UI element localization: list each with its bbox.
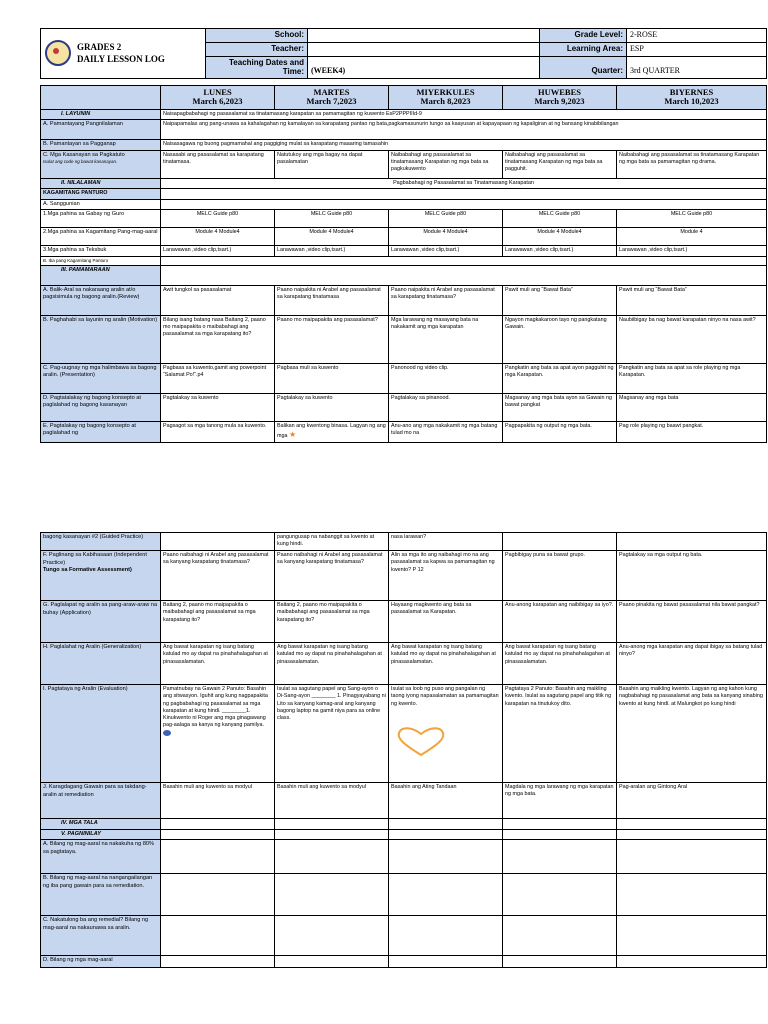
paglalapat-mon: Baitang 2, paano mo maipapakita o maibabahagi ang pasasalamat sa mga karapatang ito? bbox=[161, 601, 275, 643]
row-label-kagamitang-mag-aaral: 2.Mga pahina sa Kagamitang Pang-mag-aaral bbox=[41, 228, 161, 246]
iba-blank bbox=[161, 256, 767, 265]
day-header-fri: BIYERNES March 10,2023 bbox=[617, 85, 767, 109]
teksbuk-thu: Larawawan ,video clip,tsart.) bbox=[503, 246, 617, 257]
row-label-nakatulong: C. Nakatulong ba ang remedial? Bilang ng mag-aaral na nakaunawa sa aralin. bbox=[41, 916, 161, 956]
pagtataya-tue: Isulat sa sagutang papel ang Sang-ayon o Di-Sang-ayon ________ 1. Pinagyayabang ni Lito sa kanyang kamag-aral ang kanyang bagong laptop na gamit niya para sa online class. bbox=[275, 685, 389, 783]
pamantayan-sa-pagganap-text: Naisasagawa ng buong pagmamahal ang paggiging mulat sa karapatang maaaring tamasahin bbox=[161, 140, 767, 151]
pagtalakay2-thu: Pagpapakita ng output ng mga bata. bbox=[503, 421, 617, 442]
row-label-bilang-mag-aaral: D. Bilang ng mga mag-aaral bbox=[41, 956, 161, 968]
pagtalakay2-tue: Balikan ang kwentong binasa. Lagyan ng ang mga ★ bbox=[275, 421, 389, 442]
paghahabi-wed: Mga larawang ng masayang bata na nakakamit ang mga karapatan bbox=[389, 315, 503, 363]
paglinang-thu: Pagbibigay puna sa bawat grupo. bbox=[503, 551, 617, 601]
row-label-kasanayan: C. Mga Kasanayan sa Pagkatuto Isulat ang code ng bawat kasanayan. bbox=[41, 150, 161, 178]
pagtatalakay-wed: Pagtalakay sa pinanood. bbox=[389, 393, 503, 421]
karagdagan-wed: Basahin ang Ating Tandaan bbox=[389, 783, 503, 819]
pagtataya-thu: Pagtataya 2 Panuto: Basahin ang maikling kwento. Isulat sa sagutang papel ang titik ng karapatan na tinutukoy dito. bbox=[503, 685, 617, 783]
kasanayan-tue: Natutukoy ang mga bagay na dapat pasalamatan bbox=[275, 150, 389, 178]
day-header-blank bbox=[41, 85, 161, 109]
section-pagninilay: V. PAGNINILAY bbox=[41, 829, 161, 840]
star-icon: ★ bbox=[289, 430, 297, 440]
title-grades: GRADES 2 bbox=[77, 41, 122, 52]
dates-label: Teaching Dates and Time: bbox=[206, 56, 308, 78]
day-header-tue: MARTES March 7,2023 bbox=[275, 85, 389, 109]
school-label: School: bbox=[206, 29, 308, 43]
row-label-balik-aral: A. Balik-Aral sa nakaraang aralin at/o pagsisimula ng bagong aralin.(Review) bbox=[41, 285, 161, 315]
section-kagamitan: KAGAMITANG PANTURO bbox=[41, 189, 161, 199]
row-label-pamantayan-sa-pagganap: B. Pamantayan sa Pagganap bbox=[41, 140, 161, 151]
grade-value: 2-ROSE bbox=[627, 29, 767, 43]
teacher-value bbox=[308, 42, 540, 56]
balik-aral-thu: Pawit muli ang “Bawat Bata” bbox=[503, 285, 617, 315]
plan-table-1 bbox=[40, 85, 767, 443]
section-mga-tala: IV. MGA TALA bbox=[41, 819, 161, 830]
logo-cell bbox=[41, 29, 206, 79]
balik-aral-tue: Paano naipakita ni Arabel ang pasasalamat sa karapatang tinatamasa bbox=[275, 285, 389, 315]
row-label-iba-pang-kagamitan: B. Iba pang Kagamitang Panturo bbox=[41, 256, 161, 265]
paglalapat-fri: Paano pinakita ng bawat pasasalamat nila bawat pangkat? bbox=[617, 601, 767, 643]
plan-table-2 bbox=[40, 532, 767, 968]
pagtatalakay-fri: Magsanay ang mga bata bbox=[617, 393, 767, 421]
guided-fri bbox=[617, 533, 767, 551]
teksbuk-fri: Larawawan ,video clip,tsart.) bbox=[617, 246, 767, 257]
gabay-guro-fri: MELC Guide p80 bbox=[617, 210, 767, 228]
karagdagan-mon: Basahin muli ang kuwento sa modyul bbox=[161, 783, 275, 819]
row-label-pagtalakay-2: E. Pagtalakay ng bagong konsepto at paglalahad ng bbox=[41, 421, 161, 442]
row-label-remediation: B. Bilang ng mag-aaral na nangangailangan ng iba pang gawain para sa remediation. bbox=[41, 874, 161, 916]
header-table bbox=[40, 28, 767, 79]
grade-label: Grade Level: bbox=[540, 29, 627, 43]
gabay-guro-wed: MELC Guide p80 bbox=[389, 210, 503, 228]
day-header-mon: LUNES March 6,2023 bbox=[161, 85, 275, 109]
kagamitan-wed: Module 4 Module4 bbox=[389, 228, 503, 246]
row-label-paglalapat: G. Paglalapat ng aralin sa pang-araw-araw na buhay (Application) bbox=[41, 601, 161, 643]
teksbuk-tue: Larawawan ,video clip,tsart.) bbox=[275, 246, 389, 257]
paghahabi-thu: Ngayon magkakaroon tayo ng pangkatang Gawain. bbox=[503, 315, 617, 363]
kasanayan-fri: Naibabahagi ang pasasalamat sa tinatamasang Karapatan ng mga bata sa pamamagitan ng drama. bbox=[617, 150, 767, 178]
pagtatalakay-tue: Pagtalakay sa kuwento bbox=[275, 393, 389, 421]
guided-thu bbox=[503, 533, 617, 551]
section-pamamaraan: III. PAMAMARAAN bbox=[41, 265, 161, 285]
paghahabi-fri: Naubiibigay ba nag bawat karapatan ninyo na nasa awit? bbox=[617, 315, 767, 363]
day-header-wed: MIYERKULES March 8,2023 bbox=[389, 85, 503, 109]
balik-aral-mon: Awit tungkol sa pasasalamat bbox=[161, 285, 275, 315]
row-label-pagtatalakay: D. Pagtatalakay ng bagong konsepto at paglalahad ng bagong kasanayan bbox=[41, 393, 161, 421]
pagtataya-mon: Pamatnubay na Gawain 2 Panuto: Basahin ang sitwasyon. Iguhit ang kung nagpapakita ng pagbabahagi ng pasasalamat sa mga karapatan at kung hindi. ________1. Kinukwento ni Roger ang mga ginagawang pag-aalaga sa kanya ng kanyang pamilya. bbox=[161, 685, 275, 783]
deped-seal-icon bbox=[45, 40, 71, 66]
row-label-guided-practice: bagong kasanayan #2 (Guided Practice) bbox=[41, 533, 161, 551]
row-label-gabay-guro: 1.Mga pahina sa Gabay ng Guro bbox=[41, 210, 161, 228]
section-layunin: I. LAYUNIN bbox=[41, 109, 161, 120]
pagtalakay2-mon: Pagsagot sa mga tanong mula sa kuwento. bbox=[161, 421, 275, 442]
area-label: Learning Area: bbox=[540, 42, 627, 56]
pagtalakay2-fri: Pag role playing ng baawt pangkat. bbox=[617, 421, 767, 442]
area-value: ESP bbox=[627, 42, 767, 56]
paglalahat-tue: Ang bawat karapatan ng isang batang katulad mo ay dapat na pinahahalagahan at pinasasalamatan. bbox=[275, 643, 389, 685]
row-label-pag-uugnay: C. Pag-uugnay ng mga halimbawa sa bagong aralin. (Presentation) bbox=[41, 363, 161, 393]
pag-uugnay-thu: Pangkatin ang bata sa apat ayon pagguhit ng mga Karapatan. bbox=[503, 363, 617, 393]
day-header-thu: HUWEBES March 9,2023 bbox=[503, 85, 617, 109]
lesson-log-page-1 bbox=[40, 28, 766, 443]
pamantayang-pangnilalaman-text: Naipapamalas ang pang-unawa sa kahalagahan ng kamalayan sa karapatang pantao ng bata,pagkamasunurin tungo sa kaayusan at kapayapaan ng kapaligiran at ng bansang kinabibilangan bbox=[161, 120, 767, 140]
guided-wed: nasa larawan? bbox=[389, 533, 503, 551]
paglalahat-thu: Ang bawat karapatan ng isang batang katulad mo ay dapat na pinahahalagahan at pinasasalamatan. bbox=[503, 643, 617, 685]
row-label-paghahabi: B. Paghahabi sa layunin ng aralin (Motivation) bbox=[41, 315, 161, 363]
pag-uugnay-mon: Pagbasa sa kuwento,gamit ang powerpoint “Salamat Po!”.p4 bbox=[161, 363, 275, 393]
pagtataya-wed: Isulat sa loob ng puso ang pangalan ng taong iyong napasalamatan sa pamamagitan ng kwento. bbox=[389, 685, 503, 783]
balik-aral-fri: Pawit muli ang “Bawat Bata” bbox=[617, 285, 767, 315]
teksbuk-wed: Larawawan ,video clip,tsart.) bbox=[389, 246, 503, 257]
pamamaraan-blank bbox=[161, 265, 767, 285]
row-label-bilang-80: A. Bilang ng mag-aaral na nakakuha ng 80% sa pagtataya. bbox=[41, 840, 161, 874]
teksbuk-mon: Larawawan ,video clip,tsart.) bbox=[161, 246, 275, 257]
guided-tue: pangungusap na nabanggit sa kwento at kung hindi. bbox=[275, 533, 389, 551]
quarter-label: Quarter: bbox=[540, 56, 627, 78]
pag-uugnay-wed: Panonood ng video clip. bbox=[389, 363, 503, 393]
karagdagan-fri: Pag-aralan ang Gintong Aral bbox=[617, 783, 767, 819]
kasanayan-mon: Nasasabi ang pasasalamat sa karapatang tinatamasa. bbox=[161, 150, 275, 178]
row-label-teksbuk: 3.Mga pahina sa Teksbuk bbox=[41, 246, 161, 257]
row-label-paglalahat: H. Paglalahat ng Aralin (Generalization) bbox=[41, 643, 161, 685]
gabay-guro-tue: MELC Guide p80 bbox=[275, 210, 389, 228]
karagdagan-thu: Magdala ng mga larawang ng mga karapatan ng mga bata. bbox=[503, 783, 617, 819]
karagdagan-tue: Basahin muli ang kuwento sa modyul bbox=[275, 783, 389, 819]
kagamitan-mon: Module 4 Module4 bbox=[161, 228, 275, 246]
row-label-pagtataya: I. Pagtataya ng Aralin (Evaluation) bbox=[41, 685, 161, 783]
row-label-sanggunian: A. Sanggunian bbox=[41, 199, 161, 210]
kagamitan-tue: Module 4 Module4 bbox=[275, 228, 389, 246]
paglinang-mon: Paano naibahagi ni Arabel ang pasasalamat sa kanyang karapatang tinatamasa? bbox=[161, 551, 275, 601]
paglalahat-fri: Anu-anong mga karapatan ang dapat ibigay sa batang tulad ninyo? bbox=[617, 643, 767, 685]
lesson-log-page-2 bbox=[40, 532, 766, 968]
guided-mon bbox=[161, 533, 275, 551]
pagtatalakay-mon: Pagtalakay sa kuwento bbox=[161, 393, 275, 421]
nilalaman-text: Pagbabahagi ng Pasasalamat sa Tinatamasang Karapatan bbox=[161, 178, 767, 189]
gabay-guro-mon: MELC Guide p80 bbox=[161, 210, 275, 228]
pagtatalakay-thu: Magsanay ang mga bata ayon sa Gawain ng bawat pangkat bbox=[503, 393, 617, 421]
section-nilalaman: II. NILALAMAN bbox=[41, 178, 161, 189]
paglalahat-mon: Ang bawat karapatan ng isang batang katulad mo ay dapat na pinahahalagahan at pinasasalamatan. bbox=[161, 643, 275, 685]
pag-uugnay-fri: Pangkatin ang bata sa apat sa role playing ng mga Karapatan. bbox=[617, 363, 767, 393]
paglalapat-wed: Hayaang magkwento ang bata sa pasasalamat sa Karapatan. bbox=[389, 601, 503, 643]
layunin-text: Naisapagbabahagi ng pasasalamat sa tinatamasang karapatan sa pamamagitan ng kuwento EsP2PPPIIId-9 bbox=[161, 109, 767, 120]
kagamitan-blank bbox=[161, 189, 767, 199]
teacher-label: Teacher: bbox=[206, 42, 308, 56]
kagamitan-thu: Module 4 Module4 bbox=[503, 228, 617, 246]
paglalapat-thu: Anu-anong karapatan ang naibibigay sa iyo?. bbox=[503, 601, 617, 643]
school-value bbox=[308, 29, 540, 43]
balik-aral-wed: Paano naipakita ni Arabel ang pasasalamat sa karapatang tinatamasa? bbox=[389, 285, 503, 315]
paglalapat-tue: Baitang 2, paano mo maipapakita o maibabahagi ang pasasalamat sa mga karapatang ito? bbox=[275, 601, 389, 643]
blue-oval-icon bbox=[163, 730, 171, 736]
row-label-paglinang: F. Paglinang sa Kabihasaan (Independent Practice) Tungo sa Formative Assessment) bbox=[41, 551, 161, 601]
gabay-guro-thu: MELC Guide p80 bbox=[503, 210, 617, 228]
row-label-pamantayang-pangnilalaman: A. Pamantayang Pangnilalaman bbox=[41, 120, 161, 140]
kasanayan-wed: Naibabahagi ang pasasalamat sa tinatamasang Karapatan ng mga bata sa pagkukuwento bbox=[389, 150, 503, 178]
paghahabi-tue: Paano mo maipapakita ang pasasalamat? bbox=[275, 315, 389, 363]
paglalahat-wed: Ang bawat karapatan ng isang batang katulad mo ay dapat na pinahahalagahan at pinasasalamatan. bbox=[389, 643, 503, 685]
kagamitan-fri: Module 4 bbox=[617, 228, 767, 246]
dates-value: (WEEK4) bbox=[308, 56, 540, 78]
paglinang-fri: Pagtalakay sa mga output ng bata. bbox=[617, 551, 767, 601]
heart-icon bbox=[395, 725, 447, 757]
kasanayan-thu: Naibabahagi ang pasasalamat sa tinatamasang Karapatan ng mga bata sa pagguhit. bbox=[503, 150, 617, 178]
pagtataya-fri: Basahin ang maikling kwento. Lagyan ng ang kahon kung nagbabahagi ng pasasalamat ang bata sa kanyang sinabing kwento at kung hindi. at Malungkot po kung hindi bbox=[617, 685, 767, 783]
pag-uugnay-tue: Pagbasa muli sa kuwento bbox=[275, 363, 389, 393]
paglinang-tue: Paano naibahagi ni Arabel ang pasasalamat sa kanyang karapatang tinatamasa? bbox=[275, 551, 389, 601]
quarter-value: 3rd QUARTER bbox=[627, 56, 767, 78]
sanggunian-blank bbox=[161, 199, 767, 210]
row-label-karagdagang-gawain: J. Karagdagang Gawain para sa takdang-aralin at remediation bbox=[41, 783, 161, 819]
paghahabi-mon: Bilang isang batang nasa Baitang 2, paano mo maipapakita o maibabahagi ang pasasalamat sa mga karapatang ito? bbox=[161, 315, 275, 363]
title-daily-lesson-log: DAILY LESSON LOG bbox=[77, 54, 165, 65]
paglinang-wed: Alin sa mga ito ang naibahagi mo na ang pasasalamat sa kapwa sa pamamagitan ng kwento? P 12 bbox=[389, 551, 503, 601]
pagtalakay2-wed: Anu-ano ang mga nakakamit ng mga batang tulad mo na bbox=[389, 421, 503, 442]
